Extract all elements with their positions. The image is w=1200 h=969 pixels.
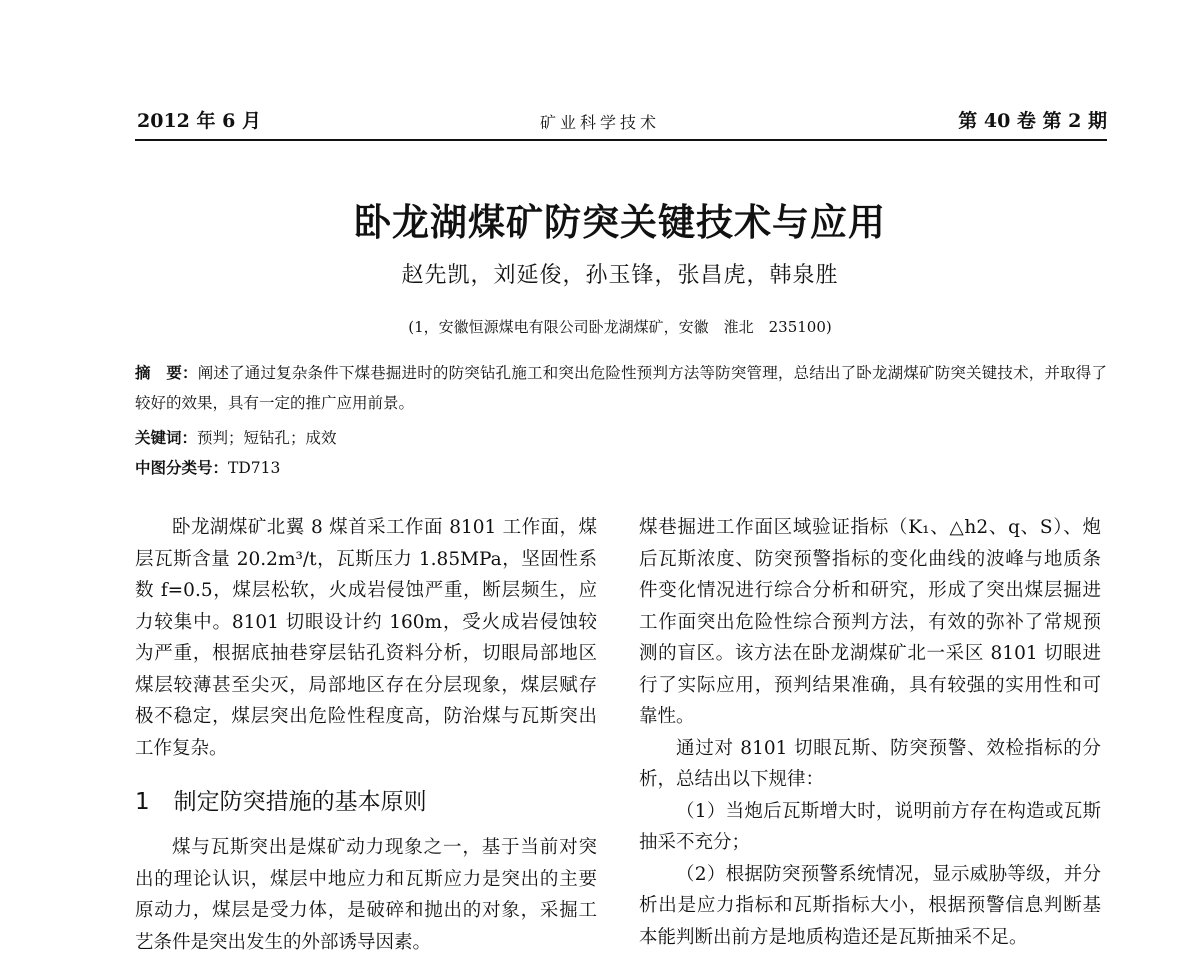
issue-number: 第 40 卷 第 2 期 xyxy=(958,110,1107,132)
abstract xyxy=(135,358,1107,418)
paragraph: 通过对 8101 切眼瓦斯、防突预警、效检指标的分析，总结出以下规律： xyxy=(639,737,1101,790)
article-title: 卧龙湖煤矿防突关键技术与应用 xyxy=(354,200,886,244)
abstract-label: 摘 要： xyxy=(135,364,198,382)
section-title: 制定防突措施的基本原则 xyxy=(173,789,427,815)
classification-number xyxy=(135,453,280,483)
paragraph: 卧龙湖煤矿北翼 8 煤首采工作面 8101 工作面，煤层瓦斯含量 20.2m³/t，瓦斯压力 1.85MPa，坚固性系数 f=0.5，煤层松软，火成岩侵蚀严重，断层频生，应力较集中。8101 切眼设计约 160m，受火成岩侵蚀较为严重，根据底抽巷穿层钻孔资料分析，切眼局部地区煤层较薄甚至尖灭，局部地区存在分层现象，煤层赋存极不稳定，煤层突出危险性程度高，防治煤与瓦斯突出工作复杂。 xyxy=(135,517,597,759)
paragraph: 煤与瓦斯突出是煤矿动力现象之一，基于当前对突出的理论认识，煤层中地应力和瓦斯应力是突出的主要原动力，煤层是受力体，是破碎和抛出的对象，采掘工艺条件是突出发生的外部诱导因素。 xyxy=(135,837,597,953)
clc-text: TD713 xyxy=(228,459,281,477)
journal-name: 矿业科学技术 xyxy=(539,113,660,132)
paragraph: 煤巷掘进工作面区域验证指标（K₁、△h2、q、S）、炮后瓦斯浓度、防突预警指标的变化曲线的波峰与地质条件变化情况进行综合分析和研究，形成了突出煤层掘进工作面突出危险性综合预判方法，有效的弥补了常规预测的盲区。该方法在卧龙湖煤矿北一采区 8101 切眼进行了实际应用，预判结果准确，具有较强的实用性和可靠性。 xyxy=(639,517,1101,727)
paragraph: （1）当炮后瓦斯增大时，说明前方存在构造或瓦斯抽采不充分； xyxy=(639,800,1101,853)
section-number: 1 xyxy=(135,789,150,815)
paragraph: （2）根据防突预警系统情况，显示威胁等级，并分析出是应力指标和瓦斯指标大小，根据预警信息判断基本能判断出前方是地质构造还是瓦斯抽采不足。 xyxy=(639,863,1101,948)
section-heading xyxy=(135,786,597,818)
keywords xyxy=(135,423,337,453)
header-date: 2012 年 6 月 xyxy=(137,110,261,132)
keywords-label: 关键词： xyxy=(135,429,198,447)
keywords-text: 预判；短钻孔；成效 xyxy=(197,429,337,447)
clc-label: 中图分类号： xyxy=(135,459,229,477)
abstract-text: 阐述了通过复杂条件下煤巷掘进时的防突钻孔施工和突出危险性预判方法等防突管理，总结出了卧龙湖煤矿防突关键技术，并取得了较好的效果，具有一定的推广应用前景。 xyxy=(135,364,1107,412)
body-column-right xyxy=(639,512,1101,953)
article-affiliation: (1，安徽恒源煤电有限公司卧龙湖煤矿，安徽 淮北 235100) xyxy=(408,318,832,336)
article-authors: 赵先凯，刘延俊，孙玉锋，张昌虎，韩泉胜 xyxy=(401,263,839,288)
body-column-left xyxy=(135,512,597,958)
header-rule xyxy=(135,139,1107,141)
